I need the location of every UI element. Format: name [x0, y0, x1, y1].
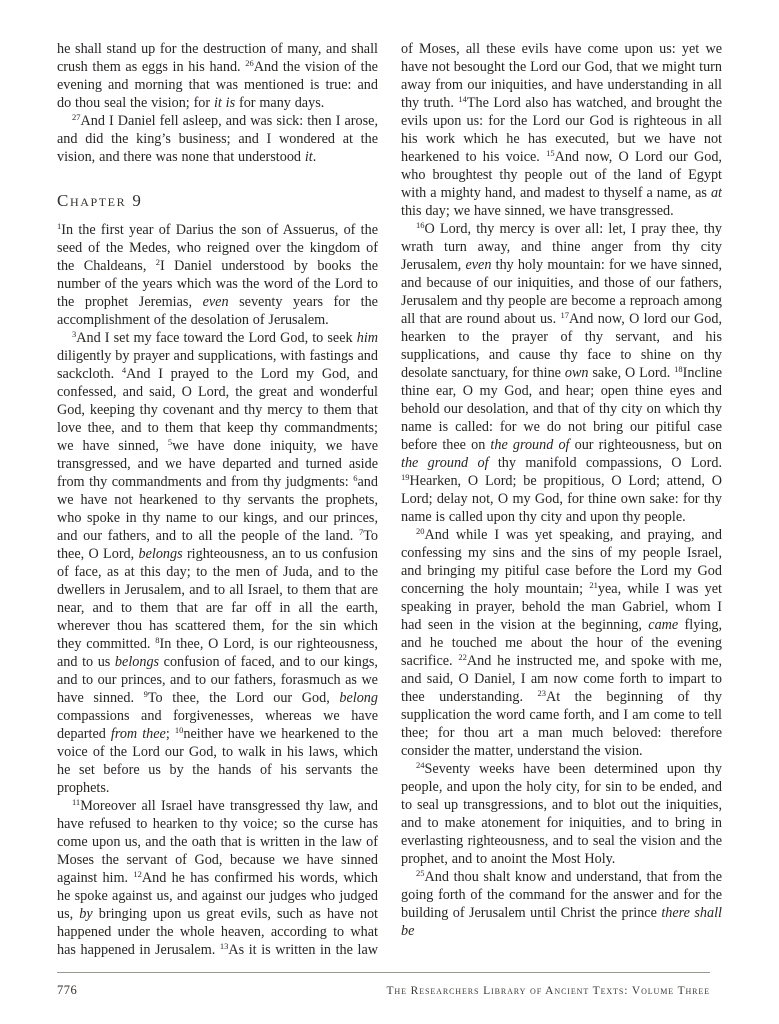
- verse-number: 9: [143, 689, 148, 699]
- italic-phrase: there shall be: [401, 905, 722, 939]
- text-run: for many days.: [235, 95, 325, 111]
- italic-phrase: belongs: [138, 546, 183, 562]
- footer-rule: [57, 972, 710, 973]
- text-run: thy manifold compassions, O Lord.: [488, 455, 722, 471]
- text-run: seventy years for the accomplishment of the desolation of Jerusalem.: [57, 294, 378, 328]
- italic-phrase: it is: [213, 95, 236, 111]
- text-run: sake, O Lord.: [588, 365, 675, 381]
- italic-phrase: from thee: [110, 726, 166, 742]
- verse-number: 27: [72, 112, 81, 122]
- verse-number: 22: [458, 652, 467, 662]
- text-run: I Daniel understood by books the number of the years which was the word of the Lord to the prophet Jeremias,: [57, 258, 378, 310]
- text-run: Seventy weeks have been determined upon thy people, and upon the holy city, for sin to be ended, and to seal up transgressions, and to blot out the iniquities, and to make atonement for iniquities, and to bring in everlasting righteousness, and to seal the vision and the prophet, and to anoint the Most Holy.: [401, 761, 722, 867]
- body-paragraph: [401, 868, 722, 940]
- text-run: neither have we hearkened to the voice of the Lord our God, to walk in his laws, which he set before us by the hands of his servants the prophets.: [57, 726, 378, 796]
- text-run: compassions and forgivenesses, whereas we have departed: [57, 708, 378, 742]
- text-run: Hearken, O Lord; be propitious, O Lord; attend, O Lord; delay not, O my God, for thine own sake: for thy name is called upon thy city and upon thy people.: [401, 473, 722, 525]
- verse-number: 4: [121, 365, 127, 375]
- italic-phrase: it: [304, 149, 313, 165]
- italic-phrase: him: [356, 330, 378, 346]
- body-paragraph: [57, 112, 378, 166]
- text-run: And I prayed to the Lord my God, and confessed, and said, O Lord, the great and wonderful God, keeping thy covenant and thy mercy to them that love thee, and to them that keep thy commandments; we have sinned,: [57, 366, 378, 454]
- text-run: Incline thine ear, O my God, and hear; open thine eyes and behold our desolation, and that of thy city on which thy name is called: for we do not bring our pitiful case before thee on: [401, 365, 722, 453]
- text-run: And the vision of the evening and morning that was mentioned is true: and do thou seal the vision; for: [57, 59, 378, 111]
- verse-number: 10: [174, 725, 184, 735]
- text-run: ;: [165, 726, 175, 742]
- text-run: flying, and he touched me about the hour of the evening sacrifice.: [401, 617, 722, 669]
- verse-number: 13: [219, 941, 229, 951]
- text-run: righteousness, an to us confusion of face, as at this day; to the men of Juda, and to the dwellers in Jerusalem, and to all Israel, to them that are near, and to them that are far off in all the earth, wherever thou has scattered them, for the sin which they committed.: [57, 546, 378, 652]
- text-run: To thee, O Lord,: [57, 528, 378, 562]
- verse-number: 24: [416, 760, 425, 770]
- body-paragraph: [401, 760, 722, 868]
- text-run: And I set my face toward the Lord God, to seek: [76, 330, 357, 346]
- italic-phrase: even: [465, 257, 492, 273]
- verse-number: 23: [537, 688, 546, 698]
- text-run: yea, while I was yet speaking in prayer, behold the man Gabriel, whom I had seen in the vision at the beginning,: [401, 581, 722, 633]
- verse-number: 6: [353, 473, 358, 483]
- italic-phrase: the ground of: [490, 437, 570, 453]
- text-run: And I Daniel fell asleep, and was sick: then I arose, and did the king’s business; and I wondered at the vision, and there was none that understood: [57, 113, 378, 165]
- text-columns: [57, 40, 722, 976]
- page-footer: [57, 983, 710, 998]
- italic-phrase: came: [648, 617, 679, 633]
- verse-number: 14: [458, 94, 467, 104]
- text-run: And he instructed me, and spoke with me, and said, O Daniel, I am now come forth to impart to thee understanding.: [401, 653, 722, 705]
- text-run: bringing upon us great evils, such as have not happened under the whole heaven, according to what has happened in Jerusalem.: [57, 906, 378, 958]
- body-paragraph: [57, 40, 378, 112]
- italic-phrase: belongs: [114, 654, 160, 670]
- text-run: To thee, the Lord our God,: [147, 690, 340, 706]
- text-run: And thou shalt know and understand, that from the going forth of the command for the answer and for the building of Jerusalem until Christ the prince: [401, 869, 722, 921]
- text-run: Moreover all Israel have transgressed thy law, and have refused to hearken to thy voice; so the curse has come upon us, and the oath that is written in the law of Moses the servant of God, because we have sinned against him.: [57, 798, 378, 886]
- text-run: thy holy mountain: for we have sinned, and because of our iniquities, and those of our fathers, Jerusalem and thy people are become a reproach among all that are round about us.: [401, 257, 722, 327]
- italic-phrase: even: [202, 294, 229, 310]
- text-run: he shall stand up for the destruction of many, and shall crush them as eggs in his hand.: [57, 41, 378, 75]
- text-run: In thee, O Lord, is our righteousness, and to us: [57, 636, 378, 670]
- body-paragraph: [57, 329, 378, 797]
- text-run: O Lord, thy mercy is over all: let, I pray thee, thy wrath turn away, and thine anger from thy city Jerusalem,: [401, 221, 722, 273]
- verse-number: 18: [674, 364, 683, 374]
- verse-number: 16: [416, 220, 425, 230]
- verse-number: 20: [416, 526, 425, 536]
- verse-number: 26: [245, 58, 254, 68]
- verse-number: 1: [57, 221, 62, 231]
- text-run: And while I was yet speaking, and praying, and confessing my sins and the sins of my people Israel, and bringing my pitiful case before the Lord my God concerning the holy mountain;: [401, 527, 722, 597]
- verse-number: 8: [155, 635, 160, 645]
- verse-number: 25: [416, 868, 425, 878]
- verse-number: 21: [589, 580, 598, 590]
- text-run: In the first year of Darius the son of Assuerus, of the seed of the Medes, who reigned over the kingdom of the Chaldeans,: [57, 222, 378, 274]
- text-run: we have done iniquity, we have transgressed, and we have departed and turned aside from thy commandments and from thy judgments:: [57, 438, 378, 490]
- page-number: 776: [57, 983, 78, 997]
- italic-phrase: the ground of: [401, 455, 489, 471]
- text-run: The Lord also has watched, and brought the evils upon us: for the Lord our God is righteous in all his work which he has executed, but we have not hearkened to his voice.: [401, 95, 722, 165]
- verse-number: 12: [133, 869, 142, 879]
- text-run: this day; we have sinned, we have transgressed.: [401, 203, 674, 219]
- text-run: our righteousness, but on: [569, 437, 722, 453]
- verse-number: 19: [401, 472, 410, 482]
- book-title: The Researchers Library of Ancient Texts: Volume Three: [386, 985, 710, 997]
- italic-phrase: own: [564, 365, 589, 381]
- verse-number: 3: [72, 329, 77, 339]
- text-run: and we have not hearkened to thy servants the prophets, who spoke in thy name to our kings, and our princes, and our fathers, and to all the people of the land.: [57, 474, 378, 544]
- verse-number: 11: [72, 797, 81, 807]
- body-paragraph: [401, 220, 722, 526]
- verse-number: 17: [560, 310, 569, 320]
- verse-number: 15: [546, 148, 555, 158]
- italic-phrase: by: [79, 906, 93, 922]
- text-run: diligently by prayer and supplications, with fastings and sackcloth.: [57, 348, 378, 382]
- text-run: confusion of faced, and to our kings, and to our princes, and to our fathers, forasmuch as we have sinned.: [57, 654, 378, 706]
- body-paragraph: [401, 526, 722, 760]
- text-run: As it is written in the law of Moses, all these evils have come upon us: yet we have not besought the Lord our God, that we might turn away from our iniquities, and have understanding in all thy truth.: [228, 41, 722, 958]
- italic-phrase: at: [710, 185, 722, 201]
- italic-phrase: belong: [339, 690, 378, 706]
- text-run: And he has confirmed his words, which he spoke against us, and against our judges who judged us,: [57, 870, 378, 922]
- text-run: At the beginning of thy supplication the word came forth, and I am come to tell thee; for thou art a man much beloved: therefore consider the matter, understand the vision.: [401, 689, 722, 759]
- verse-number: 5: [167, 437, 173, 447]
- text-run: .: [312, 149, 317, 165]
- chapter-heading: Chapter 9: [57, 191, 143, 210]
- verse-number: 7: [358, 527, 364, 537]
- body-paragraph: [57, 221, 378, 329]
- text-run: And now, O lord our God, hearken to the prayer of thy servant, and his supplications, and cause thy face to shine on thy desolate sanctuary, for thine: [401, 311, 722, 381]
- verse-number: 2: [155, 257, 161, 267]
- text-run: And now, O Lord our God, who broughtest thy people out of the land of Egypt with a mighty hand, and madest to thyself a name, as: [401, 149, 722, 201]
